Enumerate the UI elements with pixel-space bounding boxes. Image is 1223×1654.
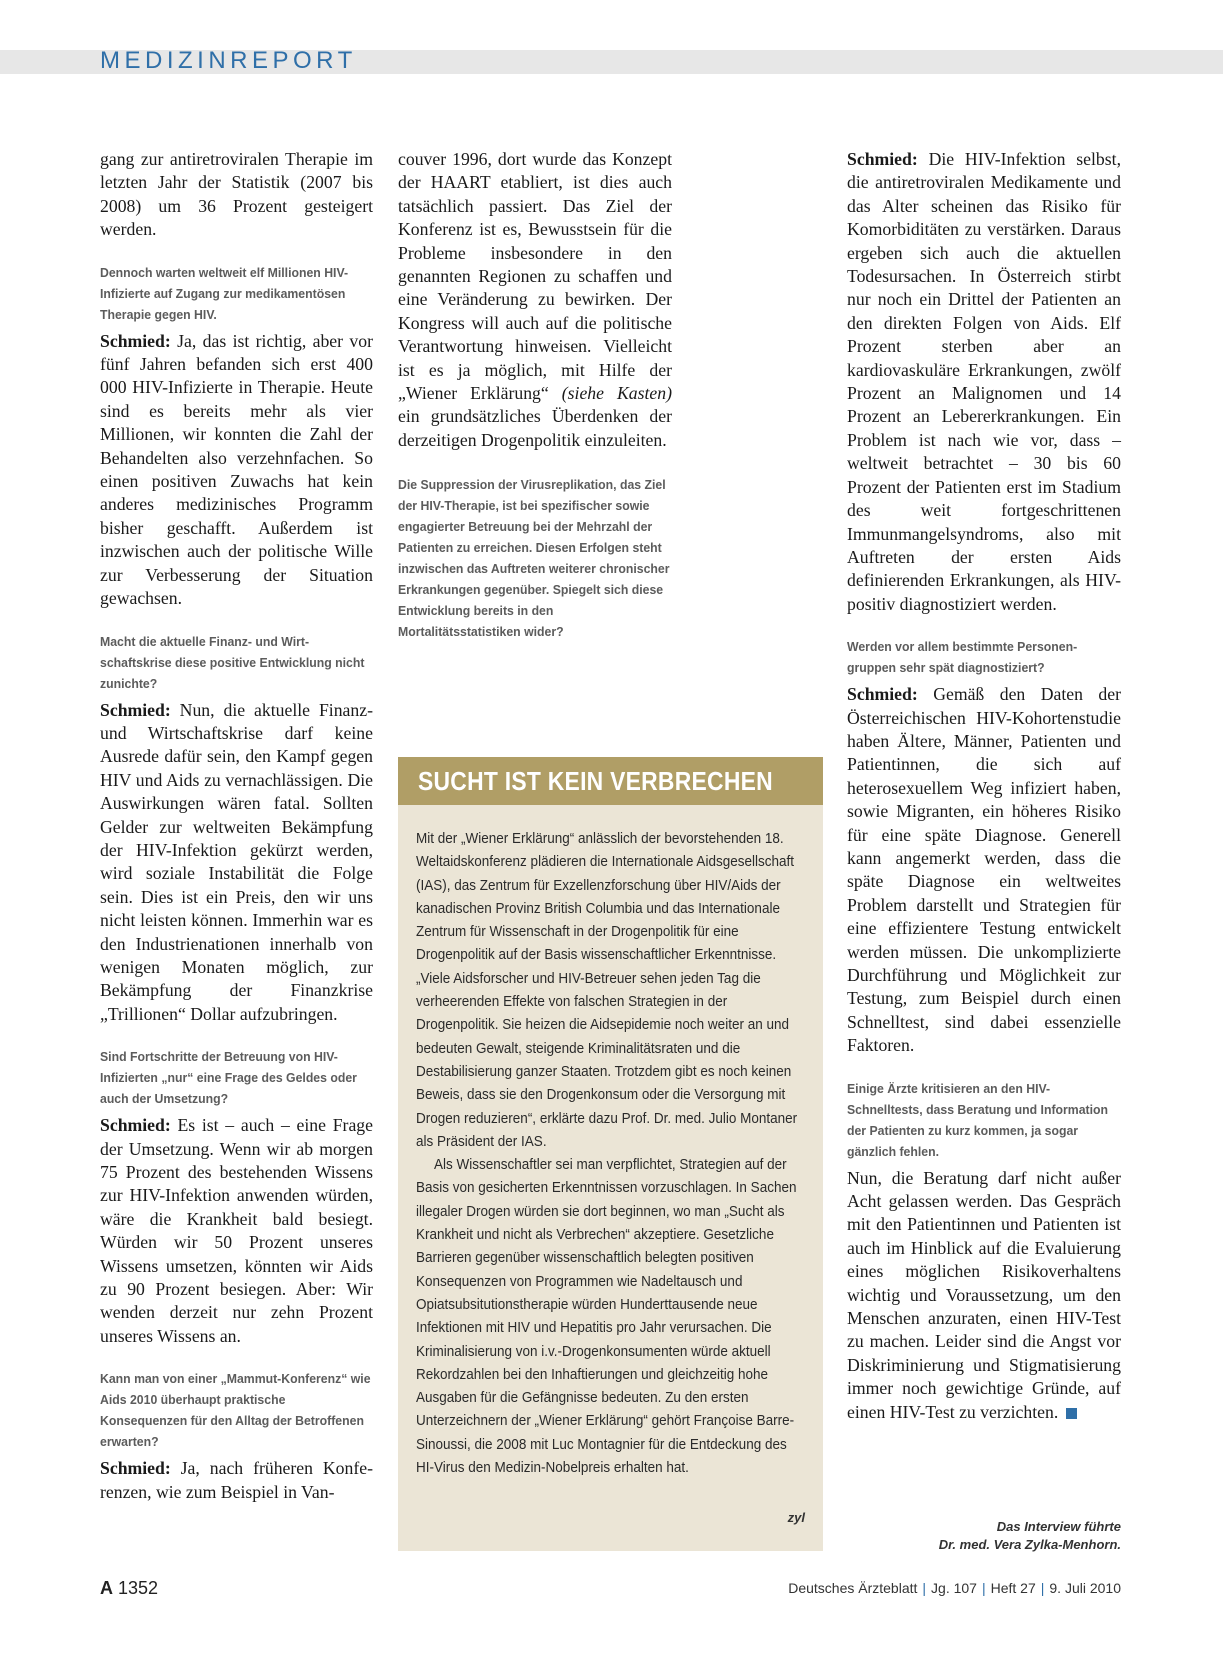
volume: Jg. 107 [931,1580,977,1596]
body-paragraph: gang zur antiretroviralen Therapie im letzten Jahr der Statistik (2007 bis 2008) um 36 Prozent gesteigert werden. [100,149,373,240]
separator: | [922,1580,927,1596]
interview-question: Macht die aktuelle Finanz- und Wirtschaftskrise diese positive Entwicklung nicht zunichte? [100,633,365,691]
interview-question: Werden vor allem bestimmte Personengruppen sehr spät diagnostiziert? [847,639,1078,676]
section-label: MEDIZINREPORT [100,47,357,74]
journal-name: Deutsches Ärzteblatt [788,1580,918,1596]
page-number: A 1352 [100,1578,159,1598]
info-box-paragraph: Als Wissenschaftler sei man verpflichtet, Strategien auf der Basis von gesicherten Erkenntnissen vorzuschlagen. In Sachen illegaler Drogen würden sie dort beginnen, wo man „Sucht als Krankheit und nicht als Verbrechen“ akzeptiere. Gesetzliche Barrieren gegenüber wissenschaftlich belegten positiven Konsequenzen von Programmen wie Nadeltausch und Opiatsubsitutionstherapie würden Hunderttausende neue Infektionen mit HIV und Hepatitis pro Jahr verursachen. Die Kriminalisierung von i.v.-Drogenkonsumenten würde aktuell Rekordzahlen bei den Inhaftierungen und gleichzeitig hohe Ausgaben für die Gefängnisse bedeuten. Zu den ersten Unterzeichnern der „Wiener Erklärung“ gehört Françoise Barre-Sinoussi, die 2008 mit Luc Montagnier für die Entdeckung des HI-Virus den Medizin-Nobelpreis erhalten hat. [416,1156,797,1477]
issue-date: 9. Juli 2010 [1049,1580,1121,1596]
interview-answer: Schmied: Die HIV-Infektion selbst, die antiretroviralen Medikamente und das Alter scheinen das Risiko für Komorbiditäten zu verstärken. Daraus ergeben sich auch die aktuellen Todesursachen. In Österreich stirbt nur noch ein Drittel der Patienten an den direkten Folgen von Aids. Elf Prozent sterben aber an kardiovaskuläre Erkrankungen, zwölf Prozent an Malignomen und 14 Prozent an Lebererkrankungen. Ein Problem ist nach wie vor, dass – weltweit betrachtet – 30 bis 60 Prozent der Patienten erst im Stadium des weit fortgeschrittenen Immunmangelsyndroms, also mit Auftreten der ersten Aids definierenden Erkrankungen, als HIV-positiv diagnostiziert werden. [847,149,1121,614]
interview-question: Dennoch warten weltweit elf Millionen HIV-Infizierte auf Zugang zur medikamentösen Therapie gegen HIV. [100,264,349,322]
interview-question: Einige Ärzte kritisieren an den HIV-Schnelltests, dass Beratung und Information der Patienten zu kurz kommen, ja sogar gänzlich fehlen. [847,1080,1108,1159]
info-box [398,757,823,1551]
separator: | [1040,1580,1045,1596]
info-box-text [416,827,802,1479]
speaker-label: Schmied: [100,1458,171,1479]
speaker-label: Schmied: [100,1115,171,1136]
interview-answer: Schmied: Gemäß den Daten der Österreichischen HIV-Kohortenstudie haben Ältere, Männer, Patienten und Patientinnen, die sich auf heterosexuellem Weg infiziert haben, sowie Migranten, ein höheres Risiko für eine späte Diagnose. Generell kann angemerkt werden, dass die späte Diagnose ein weltweites Problem darstellt und Strategien für eine effizientere Testung entwickelt werden müssen. Die unkomplizierte Durchführung und Möglichkeit zur Testung, zum Beispiel durch einen Schnelltest, sind dabei essenzielle Faktoren. [847,684,1121,1056]
interview-answer: Schmied: Ja, nach früheren Konferenzen, wie zum Beispiel in Van- [100,1458,373,1502]
interview-answer: Nun, die Beratung darf nicht außer Acht gelassen werden. Das Gespräch mit den Patientinnen und Patienten ist auch im Hinblick auf die Evaluierung eines möglichen Risikoverhaltens wichtig und Voraussetzung, um den Menschen anzuraten, einen HIV-Test zu machen. Leider sind die Angst vor Diskriminierung und Stigmatisierung immer noch gewichtige Gründe, auf einen HIV-Test zu verzichten. [847,1167,1121,1422]
interview-credit: Das Interview führte Dr. med. Vera Zylka-Menhorn. [938,1519,1121,1552]
interview-question: Die Suppression der Virusreplikation, das Ziel der HIV-Therapie, ist bei spezifischer sowie engagierter Betreuung bei der Mehrzahl der Patienten zu erreichen. Diesen Erfolgen steht inzwischen das Auftreten weiterer chronischer Erkrankungen gegenüber. Spiegelt sich diese Entwicklung bereits in den Mortalitätsstatistiken wider? [398,477,670,640]
speaker-label: Schmied: [100,330,171,351]
interview-answer: Schmied: Nun, die aktuelle Finanz- und Wirtschaftskrise darf keine Ausrede dafür sein, den Kampf gegen HIV und Aids zu vernachlässigen. Die Auswirkungen wären fatal. Sollten Gelder zur weltweiten Bekämpfung der HIV-Infektion gekürzt werden, wird soziale Instabilität die Folge sein. Dies ist ein Preis, den wir uns nicht leisten können. Immerhin war es den Industrienationen innerhalb von wenigen Monaten möglich, zur Bekämpfung der Finanzkrise „Trillionen“ Dollar aufzubringen. [100,699,373,1024]
info-box-title: SUCHT IST KEIN VERBRECHEN [398,757,823,805]
info-box-signature: zyl [787,1510,805,1525]
footer-citation [788,1580,1121,1596]
info-box-paragraph: Mit der „Wiener Erklärung“ anlässlich der bevorstehenden 18. Weltaidskonferenz plädieren die Internationale Aidsgesellschaft (IAS), das Zentrum für Exzellenzforschung über HIV/Aids der kanadischen Provinz British Columbia und das Internationale Zentrum für Wissenschaft in der Drogenpolitik für eine Drogenpolitik auf der Basis wissenschaftlicher Erkenntnisse. „Viele Aidsforscher und HIV-Betreuer sehen jeden Tag die verheerenden Effekte von falschen Strategien in der Drogenpolitik. Sie heizen die Aidsepidemie noch weiter an und bedeuten Gewalt, steigende Kriminalitätsraten und die Destabilisierung ganzer Staaten. Trotzdem gibt es noch keinen Beweis, dass sie den Drogenkonsum oder die Versorgung mit Drogen reduzieren“, erklärte dazu Prof. Dr. med. Julio Montaner als Präsident der IAS. [416,830,798,1150]
interview-question: Sind Fortschritte der Betreuung von HIV-Infizierten „nur“ eine Frage des Geldes oder auch der Umsetzung? [100,1049,357,1107]
speaker-label: Schmied: [100,699,171,720]
body-paragraph: couver 1996, dort wurde das Konzept der HAART etabliert, ist dies auch tatsächlich passiert. Das Ziel der Konferenz ist es, Bewusstsein für die Probleme insbesondere in den genannten Regionen zu schaffen und eine Veränderung zu bewirken. Der Kongress will auch auf die politische Verantwortung hinweisen. Vielleicht ist es ja möglich, mit Hilfe der „Wiener Erklärung“ (siehe Kasten) ein grundsätzliches Überdenken der derzeitigen Drogenpolitik einzuleiten. [398,149,672,450]
end-mark-icon [1066,1408,1077,1419]
separator: | [981,1580,986,1596]
column-1 [100,148,373,1504]
interview-question: Kann man von einer „Mammut-Konferenz“ wie Aids 2010 überhaupt praktische Konsequenzen für den Alltag der Betroffenen erwarten? [100,1371,371,1450]
interview-answer: Schmied: Ja, das ist richtig, aber vor fünf Jahren befanden sich erst 400 000 HIV-Infizierte in Therapie. Heute sind es bereits mehr als vier Millionen, wir konnten die Zahl der Behandelten also verzehnfachen. So einen positiven Zuwachs hat kein anderes medizinisches Programm bisher geschafft. Außerdem ist inzwischen auch der politische Wille zur Verbesserung der Situation gewachsen. [100,330,373,609]
speaker-label: Schmied: [847,149,918,169]
issue: Heft 27 [990,1580,1036,1596]
column-3 [847,148,1121,1424]
speaker-label: Schmied: [847,684,918,705]
box-reference: (siehe Kasten) [561,383,672,404]
interview-answer: Schmied: Es ist – auch – eine Frage der Umsetzung. Wenn wir ab morgen 75 Prozent des bestehenden Wissens zur HIV-Infektion anwenden würden, wäre die Krankheit bald besiegt. Würden wir 50 Prozent unseres Wissens umsetzen, könnten wir Aids zu 90 Prozent besiegen. Aber: Wir wenden derzeit nur zehn Prozent unseres Wissens an. [100,1115,373,1346]
column-2 [398,148,672,642]
